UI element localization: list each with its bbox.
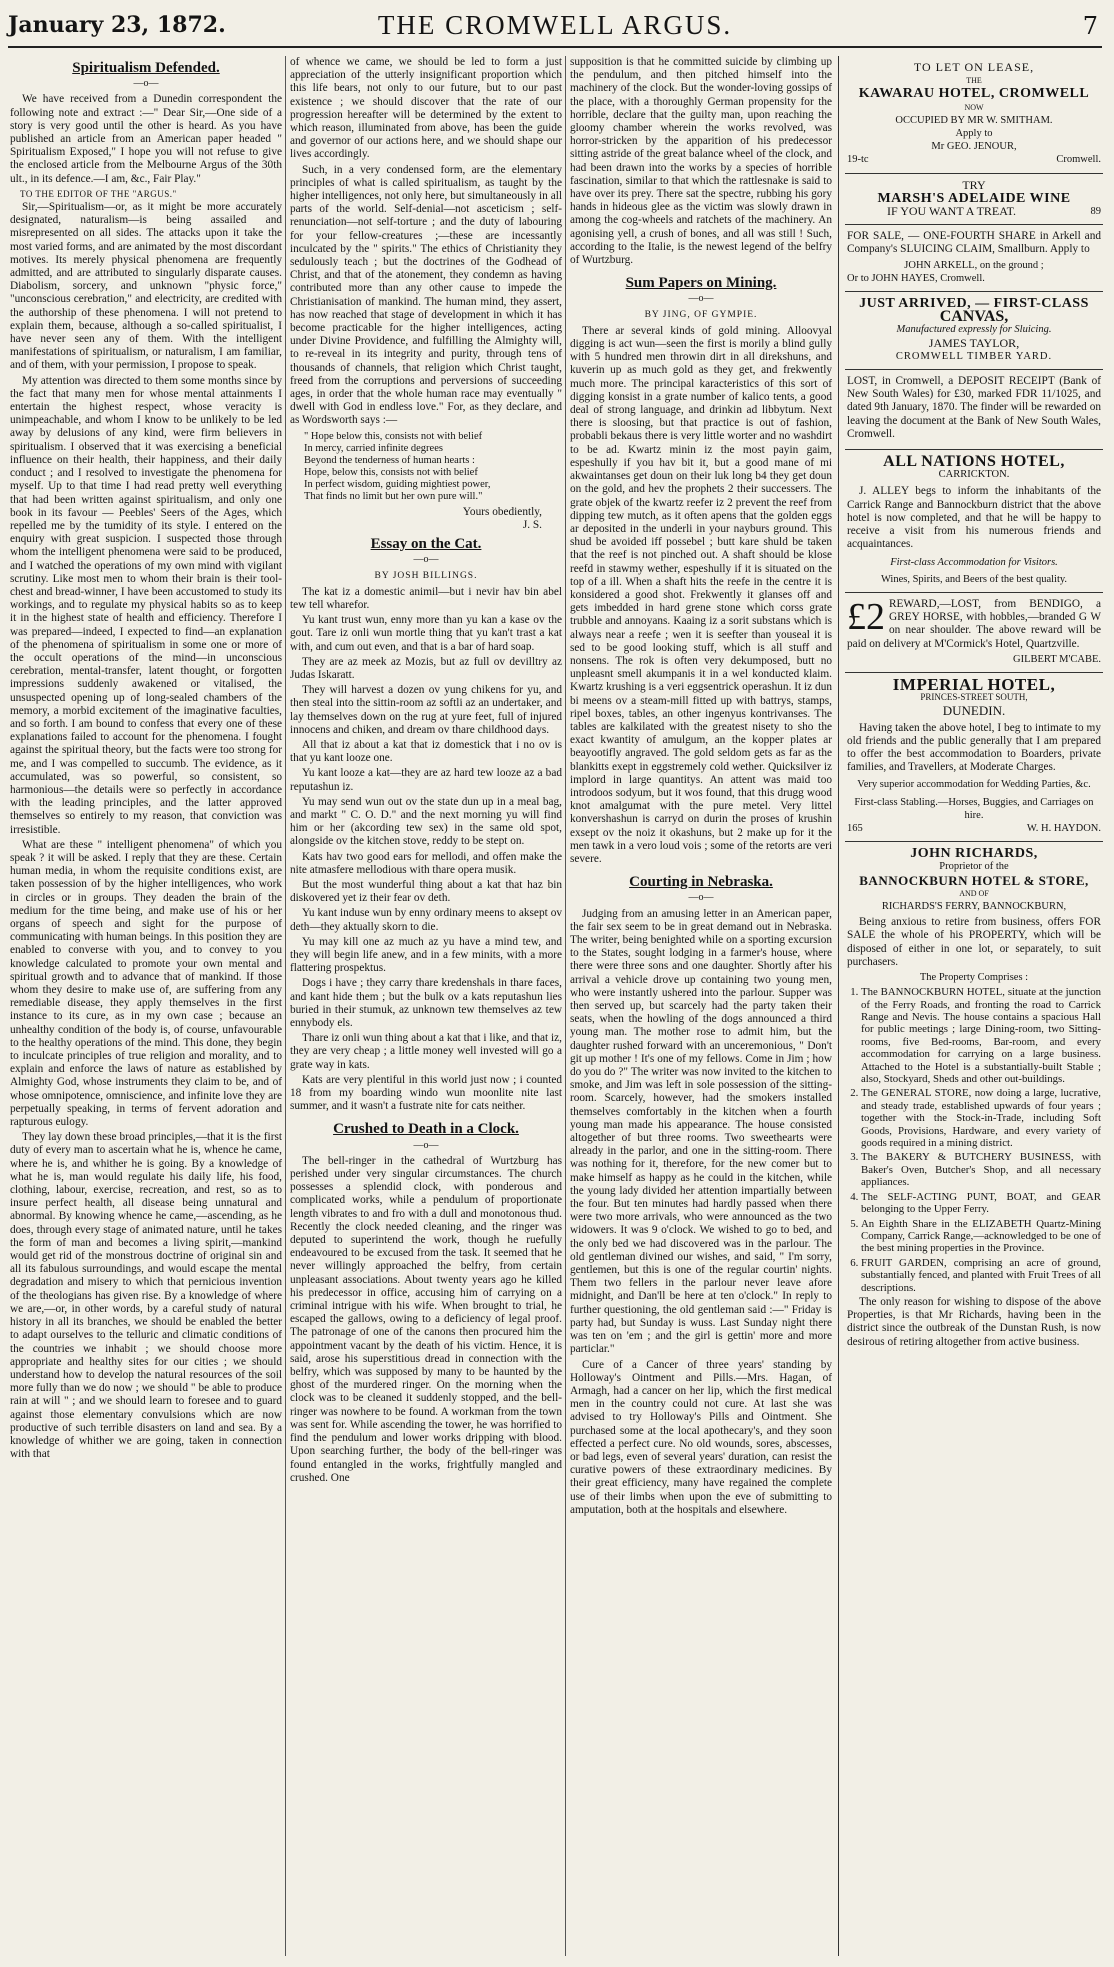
signoff: Yours obediently, [462, 505, 542, 518]
ad-text: REWARD,—LOST, from BENDIGO, a GREY HORSE, with hobbles,—branded G W on near shoulder. The above reward will be paid on delivery at M'Cormick's Hotel, Quartzville. [847, 597, 1101, 650]
ad-text: THE [966, 76, 982, 86]
ad-text: First-class Stabling.—Horses, Buggies, and Carriages on hire. [854, 796, 1094, 821]
article-paragraph: Kats hav two good ears for mellodi, and offen make the nite atmasfere mellodious with thare opera musik. [290, 850, 562, 876]
article-paragraph: Yu kant induse wun by enny ordinary meens to aksept ov deth—they aktually skorn to die. [290, 907, 562, 933]
poem-quote [304, 431, 562, 503]
poem-line: Hope, below this, consists not with belief [304, 466, 478, 478]
poem-line: That finds no limit but her own pure will." [304, 490, 483, 502]
ad-text: J. ALLEY begs to inform the inhabitants of the Carrick Range and Bannockburn district that the above hotel is now completed, and that he will be happy to receive a visit from his numerous friends and acquaintances. [847, 485, 1101, 551]
list-item: 5. An Eighth Share in the ELIZABETH Quartz-Mining Company, Carrick Range,—acknowledged to be one of the best mining properties in the Province. [861, 1218, 1101, 1255]
ad-heading: CANVAS, [939, 308, 1009, 326]
list-item: 6. FRUIT GARDEN, comprising an acre of ground, substantially fenced, and planted with Fruit Trees of all descriptions. [861, 1257, 1101, 1294]
ornament-rule: —o— [133, 78, 159, 90]
ad-text: CROMWELL TIMBER YARD. [895, 350, 1053, 362]
ad-imperial-hotel [845, 673, 1103, 842]
article-paragraph: But the most wunderful thing about a kat that haz bin diskovered yet iz their fear ov deth. [290, 878, 562, 905]
byline: BY JOSH BILLINGS. [374, 570, 478, 581]
article-paragraph: They are az meek az Mozis, but az full ov devilltry az Judas Iskaratt. [290, 655, 562, 681]
article-paragraph: Kats are very plentiful in this world just now ; i counted 18 from my boarding windo wun moonlite nite last summer, and it wasn't a fustrate nite for cats neither. [290, 1073, 562, 1113]
property-list [861, 986, 1101, 1294]
page-number: 7 [1082, 12, 1098, 40]
ad-lost-receipt [845, 370, 1103, 450]
article-paragraph: Sir,—Spiritualism—or, as it might be more accurately designated, naturalism—is being assailed and misrepresented on all sides. The attacks upon it take the most varied forms, and are animated by the most discordant motives. Its merely physical phenomena are frequently admitted, and are attributed to singularly disparate causes. Diabolism, sorcery, and unknown "physic force," "unconscious cerebration," and electricity, are credited with the authorship of these phenomena. I will not pretend to explain them, because, although a so-called spiritualist, I have never seen any of them. With the intelligent manifestations of spiritualism, or naturalism, I am familiar, and of them, with your permission, I propose to speak. [10, 201, 282, 372]
ad-text: The only reason for wishing to dispose of the above Properties, is that Mr Richards, having been in the district since the outbreak of the Dunstan Rush, is now desirous of retiring altogether from active business. [847, 1295, 1101, 1348]
column-rule [285, 56, 286, 1956]
ad-text: Apply to [955, 128, 993, 140]
article-title: Sum Papers on Mining. [625, 275, 777, 292]
ad-text: First-class Accommodation for Visitors. [890, 556, 1058, 568]
column-3 [570, 56, 832, 1956]
advertisements-column [838, 56, 1103, 1956]
ad-code: 19-tc [847, 154, 869, 166]
article-title: Courting in Nebraska. [629, 874, 773, 891]
column-rule [565, 56, 566, 1956]
ad-text: Proprietor of the [939, 861, 1009, 873]
ad-text: DUNEDIN. [942, 703, 1006, 719]
ad-text: The Property Comprises : [919, 971, 1029, 983]
ad-code: 89 [1090, 206, 1101, 218]
ornament-rule: —o— [688, 892, 714, 904]
ornament-rule: —o— [413, 1139, 439, 1151]
article-paragraph: They lay down these broad principles,—that it is the first duty of every man to ascertain what he is, whence he came, where he is, and whither he is going. By a knowledge of what he is, man would regulate his daily life, his food, clothing, labour, exercise, recreation, and rest, so as to insure perfect health, all disease being unnatural and abnormal. By knowing whence he came,—ascending, as he does, through every stage of animated nature, until he takes the form of man and becomes a living spirit,—mankind would get rid of the monstrous doctrine of original sin and all its fabulous surroundings, and would escape the mental degradation and misery to which that pernicious invention of the theologians has given rise. By a knowledge of where we are,—or, in other words, by a careful study of natural history in all its branches, we should be enabled the better to adapt ourselves to the telluric and climatic conditions of the countries we inhabit ; we should choose more appropriate and healthy sites for our cities ; we should understand how to develop the natural resources of the soil more fully than we do now ; we should " be able to produce rain at will " ; and we should learn to foresee and to guard against those elementary convulsions which are now productive of such terrible disasters on land and sea. By a knowledge of whither we are going, taken in connection with that [10, 1131, 282, 1461]
list-item: 1. The BANNOCKBURN HOTEL, situate at the junction of the Ferry Roads, and fronting the road to Carrick Range and Nevis. The house contains a spacious Hall for public meetings ; large Dining-room, two Sitting-rooms, five Bed-rooms, Bar-room, and every accommodation for carrying on a large business. Attached to the Hotel is a substantially-built Stable ; also, Stockyard, Sheds and other out-buildings. [861, 986, 1101, 1085]
ad-footer-row [847, 822, 1101, 835]
newspaper-title: THE CROMWELL ARGUS. [377, 10, 733, 40]
ad-text [847, 595, 1101, 651]
ad-text: Wines, Spirits, and Beers of the best quality. [880, 573, 1068, 585]
ad-tagline: Manufactured expressly for Sluicing. [896, 324, 1052, 336]
article-paragraph: supposition is that he committed suicide by climbing up the pendulum, and then pitched himself into the machinery of the clock. But the wonder-loving gossips of the place, with a thoroughly German propensity for the horrible, declare that the guilty man, upon reaching the gloomy chamber wherein the works revolved, was horror-stricken by the apparition of his predecessor sitting astride of the great balance wheel of the clock, and had been drawn into the works by a species of horrible fascination, similar to that which the rattlesnake is said to have over its prey. There sat the spectre, rubbing his gory hands in hideous glee as the victim was slowly drawn in among the cog-wheels and ratchets of the machinery. An agonising yell, a crush of bones, and all was still ! Such, according to the Italie, is the newest legend of the belfry of Wurtzburg. [570, 56, 832, 267]
ornament-rule: —o— [413, 554, 439, 566]
article-paragraph: of whence we came, we should be led to form a just appreciation of the utterly insignificant proportion which this life bears, not only to our future, but to our past existence ; we should discover that the rate of our progression hereafter will be determined by the extent to which reason, illuminated from above, has been the guide and governor of our actions here, and we should shape our lives accordingly. [290, 56, 562, 161]
ad-contact: JOHN ARKELL, on the ground ; [904, 259, 1044, 271]
ad-text: Being anxious to retire from business, offers FOR SALE the whole of his PROPERTY, which will be disposed of either in one lot, or separately, to suit purchasers. [847, 916, 1101, 968]
ad-share-for-sale [845, 225, 1103, 292]
ad-text: AND OF [959, 888, 989, 898]
article-intro: We have received from a Dunedin correspondent the following note and extract :—" Dear Sir,—One side of a story is very good until the other is heard. As you have published an article from an American paper headed " Spiritualism Exposed," I hope you will not refuse to give the enclosed article from the Melbourne Argus of the 30th ult., in its defence.—I am, &c., Fair Play." [10, 93, 282, 185]
ad-text: PRINCES-STREET SOUTH, [920, 692, 1028, 703]
ad-hotel-name: BANNOCKBURN HOTEL & STORE, [859, 872, 1089, 888]
article-title: Essay on the Cat. [370, 536, 482, 553]
article-title: Spiritualism Defended. [72, 60, 220, 76]
ad-text: NOW [964, 102, 984, 112]
ad-footer-row [847, 153, 1101, 166]
ad-signature: GILBERT M'CABE. [1013, 653, 1101, 665]
article-paragraph: Yu may send wun out ov the state dun up in a meal bag, and markt " C. O. D." and the next morning yu will find him or her (akcording tew sex) in the same old spot, alongside ov the kitchen stove, reddy to be stept on. [290, 795, 562, 848]
ad-hotel-name: KAWARAU HOTEL, CROMWELL [858, 86, 1090, 102]
ad-all-nations-hotel [845, 450, 1103, 593]
column-2 [290, 56, 562, 1956]
article-paragraph: Yu kant looze a kat—they are az hard tew looze az a bad reputashun iz. [290, 767, 562, 793]
poem-line: " Hope below this, consists not with belief [304, 430, 483, 442]
ad-town: Cromwell. [1056, 154, 1101, 166]
list-item: 2. The GENERAL STORE, now doing a large, lucrative, and steady trade, established upwards of four years ; together with the Stock-in-Trade, including Soft Goods, Provisions, Hardware, and every variety of goods required in a mining district. [861, 1087, 1101, 1149]
list-item: 3. The BAKERY & BUTCHERY BUSINESS, with Baker's Oven, Butcher's Shop, and all necessary appliances. [861, 1151, 1101, 1188]
ad-text: Very superior accommodation for Wedding Parties, &c. [857, 779, 1091, 791]
article-paragraph: Dogs i have ; they carry thare kredenshals in thare faces, and kant hide them ; but the bulk ov a kats reputashun lies buried in their stumuk, az unknown tew themselves az tew ennybody els. [290, 977, 562, 1029]
ad-text: OCCUPIED BY MR W. SMITHAM. [895, 114, 1053, 126]
article-paragraph: They will harvest a dozen ov yung chikens for yu, and then steal into the sittin-room az softli az an undertaker, and lay themselves down on the rug at yure feet, full of injured innocens and chiken, and dream ov thare childhood days. [290, 684, 562, 736]
ad-heading: JUST ARRIVED, — FIRST-CLASS [859, 296, 1089, 312]
article-title: Crushed to Death in a Clock. [333, 1121, 519, 1138]
article-paragraph: Yu kant trust wun, enny more than yu kan a kase ov the gout. Tare iz onli wun mortle thing that yu kan't trast a kat with, and cum out even, and that is a bar of hard soap. [290, 614, 562, 653]
ornament-rule: —o— [688, 293, 714, 305]
ad-text: IF YOU WANT A TREAT. [887, 204, 1017, 219]
signature-initials: J. S. [522, 518, 542, 531]
reward-amount: £2 [847, 595, 885, 638]
article-paragraph: My attention was directed to them some months since by the fact that many men for whose mental attainments I entertain the highest respect, whose veracity is unimpeachable, and whom I know to be unlikely to be led away by delusions of any kind, were firm believers in spiritualism. I observed that it was exercising a beneficial influence on their health, their happiness, and their daily conduct ; and I resolved to investigate the phenomena for myself. Up to that time I had read pretty well everything that had been written against spiritualism, and only one book in its favour — Peebles' Seers of the Ages, which repelled me by the tumidity of its style. I entered on the enquiry with great suspicion. I suspected those through whom the intelligent phenomena were said to be produced, and I watched the operations of my own mind with vigilant scrutiny. Like most men to whom their brain is their tool-chest and bread-winner, I have been accustomed to study its workings, and to regulate my physical habits so as to keep it in the highest state of health and efficiency. Therefore I was prepared—indeed, I expected to find—an explanation of the phenomena of spiritualism in some one or more of the occult operations of the mind—in unconscious cerebration, mental-transfer, latent thought, or forgotten impressions suddenly awakened or vitalised, the unsuspected opening up of long-sealed chambers of the memory, a morbid excitement of the imaginative faculties, and so forth. I am bound to confess that every one of these explanations failed to account for the phenomena. I fought against the spiritual theory, but the facts were too strong for me, and I was compelled to succumb. The evidence, as it accumulated, was so powerful, so consistent, so harmonious—the details were so perfectly in accordance with the leading principles, and the latter approved themselves so entirely to my reason, that conviction was irresistible. [10, 374, 282, 836]
article-paragraph: Such, in a very condensed form, are the elementary principles of what is called spiritualism, as taught by the higher intelligences, not only here, but simultaneously in all parts of the world. Self-denial—not asceticism ; self-renunciation—not self-torture ; and the duty of labouring for your fellow-creatures ;—these are incessantly inculcated by the " spirits." The ethics of Christianity they sedulously teach ; but the doctrines of the Godhead of Christ, and that of the atonement, they condemn as having contributed more than any other cause to impede the Christianisation of mankind. The human mind, they assert, has now reached that stage of development in which it has become practicable for the higher intelligences, acting under Divine Providence, and fulfilling the Almighty will, to re-reveal in its integrity and purity, through tens of thousands of channels, that religion which Christ taught, freed from the corruptions and perversions of succeeding ages, in order that the whole human race may eventually " dwell with God in endless love." For, as they declare, and as Wordsworth says :— [290, 163, 562, 427]
article-paragraph: The bell-ringer in the cathedral of Wurtzburg has perished under very singular circumstances. The church possesses a splendid clock, with ponderous and complicated works, while a pendulum of proportionate length vibrates to and fro with a dull and monotonous thud. Recently the clock needed cleaning, and the ringer was deputed to superintend the work, though he ruefully endeavoured to be excused from the task. It seemed that he never willingly approached the belfry, from certain unpleasant associations. About twenty years ago he killed his predecessor in office, accusing him of carrying on a criminal intrigue with his wife. When brought to trial, he escaped the gallows, owing to a deficiency of legal proof. The patronage of one of the canons then procured him the appointment vacant by the death of his victim. Hence, it is said, arose his superstitious dread in connection with the belfry, which was supposed by many to be haunted by the ghost of the murdered ringer. On the morning when the clock was to be cleaned it suddenly stopped, and the bell-ringer was nowhere to be found. A workman from the town was sent for. While ascending the tower, he was horrified to find the pendulum and lower works dripping with blood. Upon searching further, the body of the bell-ringer was found entangled in the works, frightfully mangled and crushed. One [290, 1154, 562, 1484]
ad-heading: TO LET ON LEASE, [913, 60, 1035, 74]
ad-marsh-wine [845, 174, 1103, 226]
ad-footer-row [847, 205, 1101, 218]
ad-contact: Or to JOHN HAYES, Cromwell. [847, 272, 985, 284]
article-paragraph: There ar several kinds of gold mining. Alloovyal digging is act wun—seen the first is morily a blind gully with 5 hundred men throwin dirt in all direkshuns, and kuverin up as much gold as they get, and frekwently much more. The principal karacteristics of this sort of digging konsist in a grate number of kalico tents, a good deal of strong language, and drinkin ad libbytum. Next there is sloosing, but that practice is out of fashion, probabli bekaus there is very little worter and no washdirt to be ad. Kwartz minin iz the most payin gaim, espeshully if you hav bit it, but a good mane of mi akwaintanses get doun on their luk long b4 they get doun on the gold, and hev the prophets 2 their successers. The grate objek of the kwartz reefer iz 2 prevent the reef from dipping tew mutch, as it often apens that the golden eggs ar deposited in the underli in your nayburs ground. This shud be avoided iff possebel ; butt kare shuld be taken that the reef is not pinched out. A shaft should be klose reefd in stawmy wether, espeshully if it is situated on the top of a ill. When a shaft hits the reefe in the centre it is konsidered a good shot. Frekwently it glanses off and gets imbedded in hard grene stone which corss grate trubble and annoyans. Kaaing iz a sorit substans which is always near a reefe ; wen it is seefter than youseal it is sed to be good looking stuff, which is all stuff and nonsens. The rok is often very dekumposed, butt no unpleasnt smell akumpanis it in a wel konducted klaim. Kwartz krushing is a veri eggsentrick operashun. It iz dun bi meens ov a steam-mill fitted up with battrys, stamps, ripel boxes, tables, an other ingenyus kontrivanses. The tables are kalkilated with the greatest nisety to sho the exact kwantity of amulgum, an the kopper plates ar beayootifly angraved. The gold seldom gets as far as the blankitts exept in eggstremely cold wether. Quicksilver iz implord in large quantitys. An attent was maid too introdoos sodyum, but it wos found, that this drugg wood knot amalgumat with the pure metel. Very littel konvershashun is carryd on durin the proses of krushin exsept ov the noiz it okashuns, but 2 make up for it the men tawk in a vero loud vois ; some of the retorts are veri severe. [570, 324, 832, 865]
ad-hotel-name: ALL NATIONS HOTEL, [883, 453, 1065, 471]
ad-signature: W. H. HAYDON. [1026, 822, 1101, 834]
ad-kawarau-hotel [845, 56, 1103, 174]
byline: BY JING, OF GYMPIE. [644, 309, 758, 320]
letter-heading: TO THE EDITOR OF THE "ARGUS." [20, 188, 177, 199]
ad-text: CARRICKTON. [938, 469, 1010, 481]
ad-text: LOST, in Cromwell, a DEPOSIT RECEIPT (Bank of New South Wales) for £30, marked FDR 11/1025, and dated 9th January, 1870. The finder will be rewarded on leaving the document at the Bank of New South Wales, Cromwell. [847, 375, 1101, 440]
ad-code: 165 [847, 822, 863, 834]
poem-line: In mercy, carried infinite degrees [304, 442, 443, 454]
article-paragraph: What are these " intelligent phenomena" of which you speak ? it will be asked. I reply that they are these. Certain human media, in whom the requisite conditions exist, are taken possession of by the higher intelligences, who work in circles or in groups. They deaden the brain of the medium for the time being, and make use of his or her organs of speech and sight for the purpose of communicating with human beings. In this position they are enabled to converse with you, and to convey to you knowledge calculated to promote your own mental and spiritual growth and to advance that of mankind. If those whom they desire to make use of, are suffering from any remediable disease, they apply themselves in the first instance to its cure, as in my own case ; because an unhealthy condition of the body is, of course, unfavourable to the healthy operations of the mind. This done, they begin to inculcate principles of true religion and morality, and to explain and enforce the laws of nature as established by Almighty God, whose instruments they claim to be, and of whose omnipotence, omniscience, and infinite love they are perpetually speaking, in terms of fervent adoration and rapturous eulogy. [10, 838, 282, 1129]
article-paragraph: Yu may kill one az much az yu have a mind tew, and they will begin life anew, and in a few minits, with a more flattering prospektus. [290, 935, 562, 975]
ad-owner: JOHN RICHARDS, [910, 846, 1038, 862]
ad-canvas [845, 292, 1103, 370]
ad-text: TRY [962, 177, 986, 192]
article-paragraph: Thare iz onli wun thing about a kat that i like, and that iz, they are very cheap ; a little money well invested will go a grate way in kats. [290, 1032, 562, 1071]
column-1 [10, 56, 282, 1956]
ad-text: RICHARDS'S FERRY, BANNOCKBURN, [881, 900, 1067, 912]
poem-line: Beyond the tenderness of human hearts : [304, 454, 475, 466]
masthead [8, 6, 1102, 48]
article-paragraph: The kat iz a domestic animil—but i nevir hav bin abel tew tell wharefor. [290, 585, 562, 611]
article-paragraph: Judging from an amusing letter in an American paper, the fair sex seem to be in great demand out in Nebraska. The writer, being benighted while on a sporting excursion to the States, sought lodging in a farmer's house, where there were three sons and one daughter. Shortly after his arrival a vehicle drove up containing two young men, who were instantly ushered into the parlour. Supper was then served up, but scarcely had the party taken their seats, when the howling of the dogs announced a third young man. The mother rose to admit him, but the daughter rushed forward with an unceremonious, " Don't git up mother ! It's one of my fellows. Come in Jim ; how do you do ?" The writer was now invited to the kitchen to smoke, and Jim was left in sole possession of the sitting-room. Scarcely, however, had the smokers installed themselves comfortably in the kitchen when a fourth young man made his appearance. The house consisted altogether of but three rooms. Two sweethearts were already in the parlor, and one in the sitting-room. There was nothing for it, therefore, for the new comer but to make himself as happy as he could in the kitchen, while the young lady divided her attention impartially between the four. But ten minutes had hardly passed when there were two more arrivals, who were announced as the two widowers. It was 9 o'clock. We wished to go to bed, and the only bed we had discovered was in the parlour. The old gentleman divined our wishes, and said, " I'm sorry, gentlemen, but this is one of the regular courtin' nights. Them two fellers in the parlour never leave afore midnight, and Dan'll be here at ten o'clock." In reply to further questioning, the old gentleman said :—" Friday is party had, but Sunday is wuss. Last Sunday night there was ten on 'em ; and the girl is gettin' more and more particlar." [570, 907, 832, 1356]
ad-text: Having taken the above hotel, I beg to intimate to my old friends and the public generally that I am prepared to offer the best accommodation to Boarders, private families, and Travellers, at Moderate Charges. [847, 721, 1101, 774]
ad-heading: MARSH'S ADELAIDE WINE [877, 190, 1071, 206]
ad-reward [845, 593, 1103, 673]
ad-bannockburn-hotel [845, 842, 1103, 1357]
article-paragraph: Cure of a Cancer of three years' standing by Holloway's Ointment and Pills.—Mrs. Hagan, of Armagh, had a cancer on her lip, which the first medical men in the country could not cure. At last she was advised to try Holloway's Pills and Ointment. She purchased some at the local apothecary's, and they soon effected a perfect cure. No old wounds, sores, abscesses, or bad legs, even of several years' duration, can resist the curative powers of these extraordinary medicines. By their great efficiency, many have regained the complete use of their limbs when upon the eve of submitting to amputation, both at the hospitals and elsewhere. [570, 1358, 832, 1516]
poem-line: In perfect wisdom, guiding mightiest power, [304, 478, 491, 490]
list-item: 4. The SELF-ACTING PUNT, BOAT, and GEAR belonging to the Upper Ferry. [861, 1191, 1101, 1216]
ad-seller: JAMES TAYLOR, [928, 335, 1020, 350]
ad-hotel-name: IMPERIAL HOTEL, [892, 674, 1056, 694]
article-paragraph: All that iz about a kat that iz domestick that i no ov is that yu kant looze one. [290, 738, 562, 765]
issue-date: January 23, 1872. [8, 12, 226, 38]
ad-text: FOR SALE, — ONE-FOURTH SHARE in Arkell and Company's SLUICING CLAIM, Smallburn. Apply to [847, 230, 1101, 256]
ad-contact: Mr GEO. JENOUR, [931, 141, 1017, 153]
